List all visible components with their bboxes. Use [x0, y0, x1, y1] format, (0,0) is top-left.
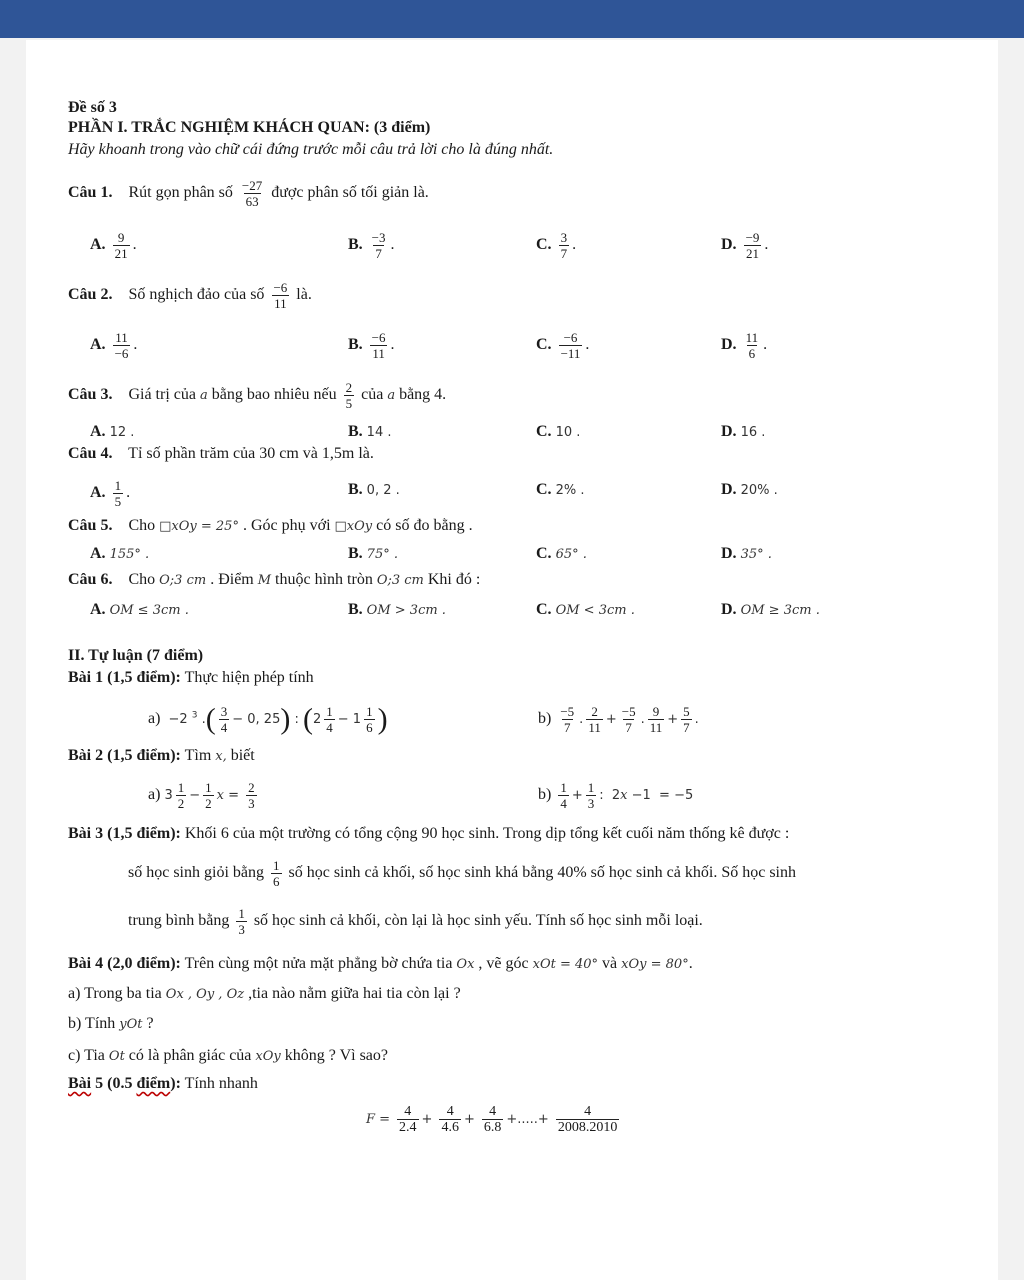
top-toolbar: [0, 0, 1024, 38]
q3-option-c[interactable]: C. 10 .: [536, 423, 581, 440]
bai2-part-a: a) 3 $\frac{1}{2}$ − $\frac{1}{2}$ x = $\frac{2}{3}$: [148, 780, 255, 811]
bai3-line3: trung bình bằng $\frac{1}{3}$ số học sinh cả khối, còn lại là học sinh yếu. Tính số học sinh mỗi loại.: [128, 906, 703, 937]
part1-heading: PHẦN I. TRẮC NGHIỆM KHÁCH QUAN: (3 điểm): [68, 119, 431, 136]
q3-option-b[interactable]: B. 14 .: [348, 423, 392, 440]
q4-option-a[interactable]: A. $\frac{1}{5}$ .: [90, 478, 131, 509]
q6-option-c[interactable]: C. OM < 3cm .: [536, 601, 635, 618]
bai4-part-b: b) Tính yOt ?: [68, 1015, 154, 1032]
bai4-part-a: a) Trong ba tia Ox , Oy , Oz ,tia nào nằm giữa hai tia còn lại ?: [68, 985, 461, 1002]
bai4-part-c: c) Tia Ot có là phân giác của xOy không ? Vì sao?: [68, 1047, 388, 1064]
q3-option-d[interactable]: D. 16 .: [721, 423, 766, 440]
fraction: $\frac{-27}{63}$: [241, 178, 263, 209]
bai1-part-b: b) $\frac{-5}{7}$ . $\frac{2}{11}$ + $\frac{-5}{7}$ . $\frac{9}{11}$ + $\frac{5}{7}$ .: [538, 704, 699, 735]
bai3-line1: Bài 3 (1,5 điểm): Khối 6 của một trường có tổng cộng 90 học sinh. Trong dịp tổng kết cuối năm thống kê được :: [68, 825, 790, 842]
exam-title: Đề số 3: [68, 99, 117, 116]
q4-option-c[interactable]: C. 2% .: [536, 481, 585, 498]
bai2-part-b: b) $\frac{1}{4}$ + $\frac{1}{3}$ : 2x −1 = −5: [538, 780, 694, 811]
q4-option-d[interactable]: D. 20% .: [721, 481, 778, 498]
q5-option-d[interactable]: D. 35° .: [721, 545, 772, 562]
bai4-heading: Bài 4 (2,0 điểm): Trên cùng một nửa mặt phẳng bờ chứa tia Ox , vẽ góc xOt = 40° và xOy = 80°.: [68, 955, 693, 972]
part2-heading: II. Tự luận (7 điểm): [68, 647, 204, 664]
question-1: Câu 1. Rút gọn phân số $\frac{-27}{63}$ được phân số tối giản là.: [68, 178, 429, 209]
q2-option-c[interactable]: C. $\frac{-6}{-11}$ .: [536, 330, 590, 361]
bai3-line2: số học sinh giỏi bằng $\frac{1}{6}$ số học sinh cả khối, số học sinh khá bằng 40% số học sinh cả khối. Số học sinh: [128, 858, 796, 889]
q1-option-c[interactable]: C. $\frac{3}{7}$ .: [536, 230, 577, 261]
part1-instruction: Hãy khoanh trong vào chữ cái đứng trước mỗi câu trả lời cho là đúng nhất.: [68, 141, 554, 158]
q6-option-b[interactable]: B. OM > 3cm .: [348, 601, 446, 618]
bai1-heading: Bài 1 (1,5 điểm): Thực hiện phép tính: [68, 669, 314, 686]
q1-option-a[interactable]: A. $\frac{9}{21}$ .: [90, 230, 137, 261]
q6-option-d[interactable]: D. OM ≥ 3cm .: [721, 601, 820, 618]
q5-option-c[interactable]: C. 65° .: [536, 545, 587, 562]
bai2-heading: Bài 2 (1,5 điểm): Tìm x, biết: [68, 747, 255, 764]
q3-option-a[interactable]: A. 12 .: [90, 423, 135, 440]
q5-option-a[interactable]: A. 155° .: [90, 545, 150, 562]
question-3: Câu 3. Giá trị của a bằng bao nhiêu nếu $\frac{2}{5}$ của a bằng 4.: [68, 380, 447, 411]
q1-option-b[interactable]: B. $\frac{-3}{7}$ .: [348, 230, 395, 261]
fraction: $\frac{2}{5}$: [345, 380, 353, 411]
bai1-part-a: a) −2 $^3$ .( $\frac{3}{4}$ − 0, 25) : (2 $\frac{1}{4}$ − 1 $\frac{1}{6}$ ): [148, 702, 388, 736]
q2-option-d[interactable]: D. $\frac{11}{6}$ .: [721, 330, 768, 361]
q2-option-a[interactable]: A. $\frac{11}{-6}$ .: [90, 330, 138, 361]
q2-option-b[interactable]: B. $\frac{-6}{11}$ .: [348, 330, 395, 361]
q5-option-b[interactable]: B. 75° .: [348, 545, 398, 562]
question-6: Câu 6. Cho O;3 cm . Điểm M thuộc hình tròn O;3 cm Khi đó :: [68, 571, 481, 588]
question-4: Câu 4. Tỉ số phần trăm của 30 cm và 1,5m là.: [68, 445, 374, 462]
q4-option-b[interactable]: B. 0, 2 .: [348, 481, 400, 498]
q6-option-a[interactable]: A. OM ≤ 3cm .: [90, 601, 189, 618]
fraction: $\frac{-6}{11}$: [273, 280, 288, 311]
question-5: Câu 5. Cho □xOy = 25° . Góc phụ với □xOy có số đo bằng .: [68, 517, 473, 534]
question-2: Câu 2. Số nghịch đảo của số $\frac{-6}{11}$ là.: [68, 280, 312, 311]
document-page: [26, 40, 998, 1280]
bai5-formula: F = $\frac{4}{2.4}$ + $\frac{4}{4.6}$ + $\frac{4}{6.8}$ +.....+ $\frac{4}{2008.2010}$: [366, 1104, 618, 1135]
q1-option-d[interactable]: D. $\frac{-9}{21}$ .: [721, 230, 769, 261]
bai5-heading: Bài 5 (0.5 điểm): Tính nhanh: [68, 1075, 258, 1092]
